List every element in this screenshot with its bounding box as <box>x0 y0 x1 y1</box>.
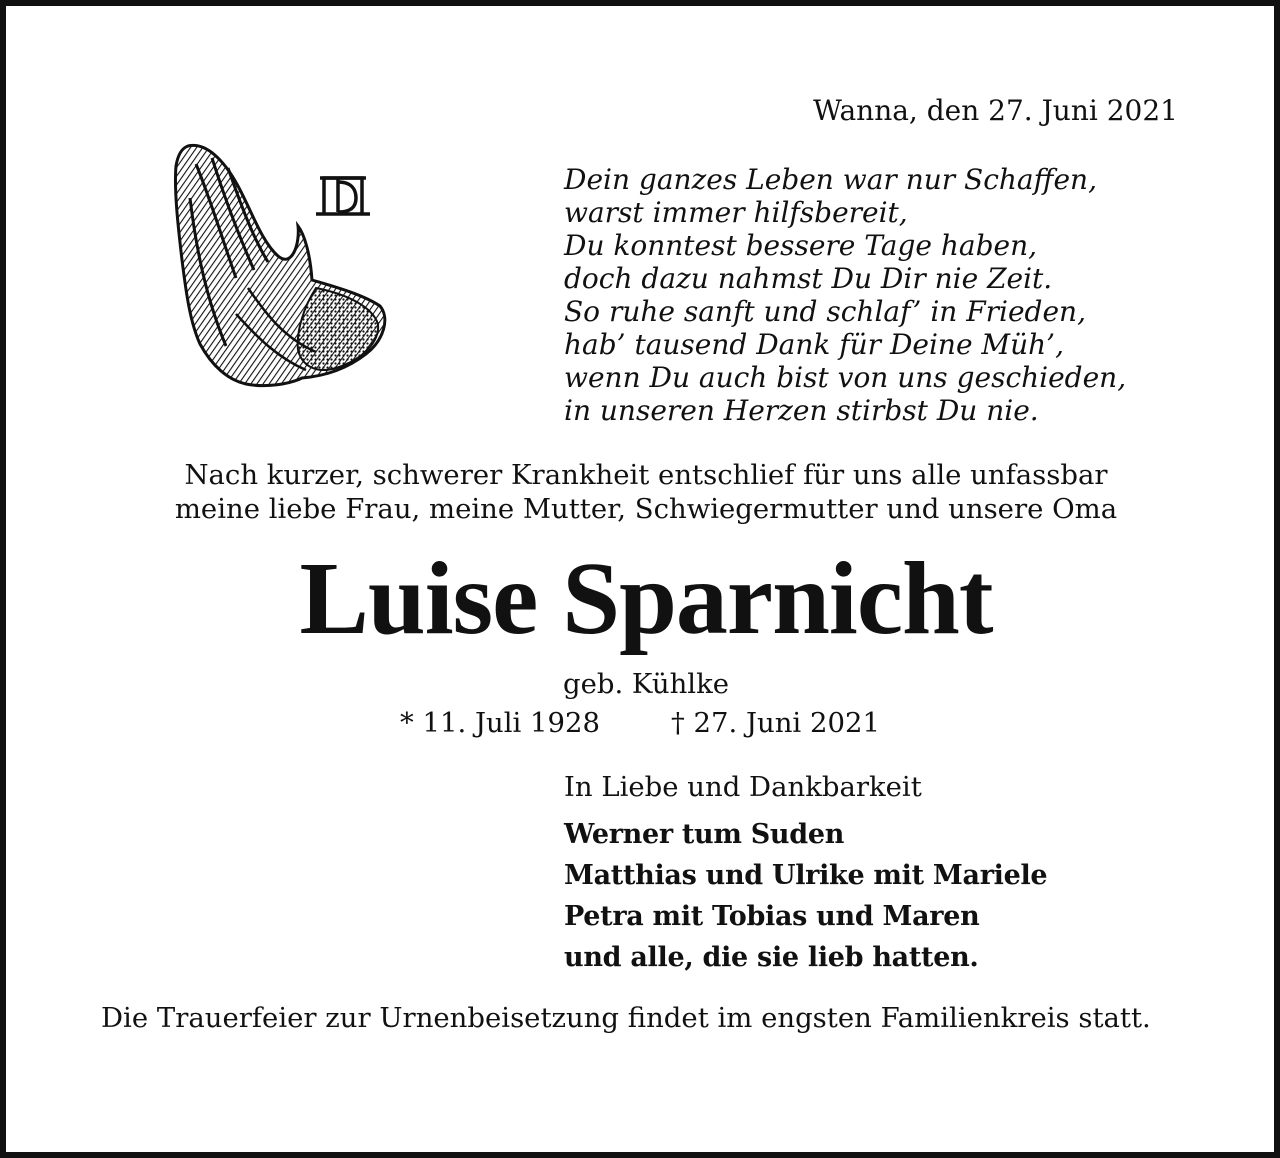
praying-hands-icon <box>166 138 396 398</box>
dateline: Wanna, den 27. Juni 2021 <box>813 94 1178 127</box>
poem-line: So ruhe sanft und schlaf’ in Frieden, <box>564 295 1086 328</box>
monogram-ad <box>316 178 370 214</box>
poem <box>564 163 1126 427</box>
mourner: Werner tum Suden <box>564 819 845 850</box>
mourners-list <box>564 814 1047 978</box>
funeral-note: Die Trauerfeier zur Urnenbeisetzung findet im engsten Familienkreis statt. <box>101 1002 1151 1034</box>
mourner: und alle, die sie lieb hatten. <box>564 942 979 973</box>
poem-line: warst immer hilfsbereit, <box>564 196 908 229</box>
mourner: Matthias und Ulrike mit Mariele <box>564 860 1048 891</box>
poem-line: Dein ganzes Leben war nur Schaffen, <box>564 163 1097 196</box>
poem-line: hab’ tausend Dank für Deine Müh’, <box>564 328 1064 361</box>
farewell-phrase: In Liebe und Dankbarkeit <box>564 771 922 803</box>
deceased-name: Luise Sparnicht <box>299 541 993 656</box>
poem-line: doch dazu nahmst Du Dir nie Zeit. <box>564 262 1053 295</box>
intro-text <box>6 458 1280 526</box>
mourner: Petra mit Tobias und Maren <box>564 901 980 932</box>
death-date: † 27. Juni 2021 <box>671 707 880 739</box>
poem-line: wenn Du auch bist von uns geschieden, <box>564 361 1127 394</box>
poem-line: in unseren Herzen stirbst Du nie. <box>564 394 1039 427</box>
intro-line: meine liebe Frau, meine Mutter, Schwiegermutter und unsere Oma <box>174 493 1118 525</box>
poem-line: Du konntest bessere Tage haben, <box>564 229 1038 262</box>
intro-line: Nach kurzer, schwerer Krankheit entschlief für uns alle unfassbar <box>184 459 1108 491</box>
maiden-name: geb. Kühlke <box>562 668 730 700</box>
birth-date: * 11. Juli 1928 <box>400 707 601 739</box>
